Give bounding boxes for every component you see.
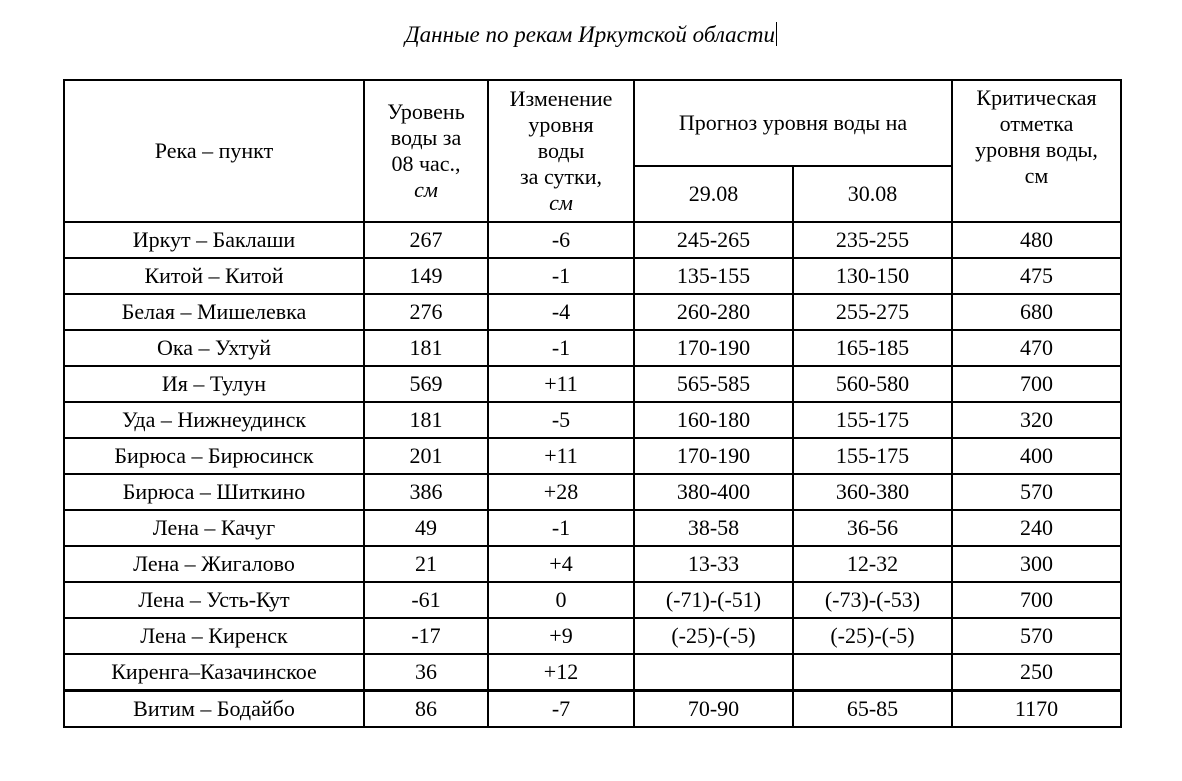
cell-f1: 380-400 bbox=[634, 474, 793, 510]
text-cursor bbox=[776, 22, 777, 46]
cell-f2: 155-175 bbox=[793, 438, 952, 474]
cell-f2: 36-56 bbox=[793, 510, 952, 546]
cell-change: -7 bbox=[488, 691, 634, 728]
cell-change: +11 bbox=[488, 366, 634, 402]
header-change-line4: за сутки, bbox=[519, 164, 602, 189]
cell-level: 181 bbox=[364, 330, 488, 366]
table-row bbox=[64, 330, 1121, 366]
header-change-line1: Изменение bbox=[509, 86, 613, 111]
cell-change: +11 bbox=[488, 438, 634, 474]
table-row bbox=[64, 258, 1121, 294]
cell-critical: 480 bbox=[952, 222, 1121, 258]
cell-f2: 130-150 bbox=[793, 258, 952, 294]
cell-river: Иркут – Баклаши bbox=[64, 222, 364, 258]
cell-river: Ия – Тулун bbox=[64, 366, 364, 402]
table-row bbox=[64, 691, 1121, 728]
table-row bbox=[64, 474, 1121, 510]
cell-critical: 700 bbox=[952, 366, 1121, 402]
cell-f2: 360-380 bbox=[793, 474, 952, 510]
cell-f1: 70-90 bbox=[634, 691, 793, 728]
header-change-line2: уровня bbox=[528, 112, 594, 137]
cell-f1: 245-265 bbox=[634, 222, 793, 258]
header-critical-line1: Критическая bbox=[976, 85, 1097, 110]
cell-critical: 680 bbox=[952, 294, 1121, 330]
cell-f1: 38-58 bbox=[634, 510, 793, 546]
cell-critical: 475 bbox=[952, 258, 1121, 294]
cell-level: 21 bbox=[364, 546, 488, 582]
cell-level: 181 bbox=[364, 402, 488, 438]
cell-level: 267 bbox=[364, 222, 488, 258]
cell-river: Бирюса – Шиткино bbox=[64, 474, 364, 510]
cell-f2: (-25)-(-5) bbox=[793, 618, 952, 654]
cell-critical: 250 bbox=[952, 654, 1121, 691]
cell-f2: (-73)-(-53) bbox=[793, 582, 952, 618]
cell-f1: 135-155 bbox=[634, 258, 793, 294]
cell-f1: 170-190 bbox=[634, 438, 793, 474]
cell-f2: 560-580 bbox=[793, 366, 952, 402]
cell-river: Лена – Качуг bbox=[64, 510, 364, 546]
cell-change: +4 bbox=[488, 546, 634, 582]
cell-change: -1 bbox=[488, 330, 634, 366]
header-level-line2: воды за bbox=[390, 125, 462, 150]
cell-river: Витим – Бодайбо bbox=[64, 691, 364, 728]
cell-change: -5 bbox=[488, 402, 634, 438]
cell-critical: 700 bbox=[952, 582, 1121, 618]
header-level-unit: см bbox=[414, 177, 438, 202]
cell-f1: (-71)-(-51) bbox=[634, 582, 793, 618]
cell-f1: 170-190 bbox=[634, 330, 793, 366]
cell-change: +28 bbox=[488, 474, 634, 510]
table-row bbox=[64, 618, 1121, 654]
cell-critical: 470 bbox=[952, 330, 1121, 366]
cell-critical: 570 bbox=[952, 474, 1121, 510]
table-row bbox=[64, 222, 1121, 258]
header-critical-line3: уровня воды, bbox=[975, 137, 1098, 162]
cell-critical: 320 bbox=[952, 402, 1121, 438]
cell-f2: 65-85 bbox=[793, 691, 952, 728]
cell-f2: 235-255 bbox=[793, 222, 952, 258]
cell-f2: 255-275 bbox=[793, 294, 952, 330]
cell-level: 201 bbox=[364, 438, 488, 474]
header-level-line1: Уровень bbox=[387, 99, 465, 124]
header-level-line3: 08 час., bbox=[391, 151, 461, 176]
cell-level: 49 bbox=[364, 510, 488, 546]
header-critical-unit: см bbox=[1024, 163, 1049, 188]
cell-change: -1 bbox=[488, 510, 634, 546]
cell-f1: (-25)-(-5) bbox=[634, 618, 793, 654]
cell-f1: 13-33 bbox=[634, 546, 793, 582]
header-level bbox=[364, 80, 488, 222]
cell-change: 0 bbox=[488, 582, 634, 618]
table-row bbox=[64, 510, 1121, 546]
table-row bbox=[64, 438, 1121, 474]
header-date-1: 29.08 bbox=[634, 166, 793, 222]
header-change bbox=[488, 80, 634, 222]
cell-river: Белая – Мишелевка bbox=[64, 294, 364, 330]
cell-river: Киренга–Казачинское bbox=[64, 654, 364, 691]
cell-level: 276 bbox=[364, 294, 488, 330]
cell-f2 bbox=[793, 654, 952, 691]
cell-change: -6 bbox=[488, 222, 634, 258]
cell-change: -1 bbox=[488, 258, 634, 294]
cell-level: 149 bbox=[364, 258, 488, 294]
cell-level: 569 bbox=[364, 366, 488, 402]
table-row bbox=[64, 546, 1121, 582]
cell-f1: 160-180 bbox=[634, 402, 793, 438]
cell-river: Бирюса – Бирюсинск bbox=[64, 438, 364, 474]
cell-river: Лена – Жигалово bbox=[64, 546, 364, 582]
cell-critical: 300 bbox=[952, 546, 1121, 582]
header-river: Река – пункт bbox=[64, 80, 364, 222]
table-row bbox=[64, 402, 1121, 438]
cell-river: Лена – Усть-Кут bbox=[64, 582, 364, 618]
table-row bbox=[64, 294, 1121, 330]
cell-level: 86 bbox=[364, 691, 488, 728]
document-title: Данные по рекам Иркутской области bbox=[405, 22, 775, 47]
table-row bbox=[64, 654, 1121, 691]
table-row bbox=[64, 582, 1121, 618]
cell-f2: 12-32 bbox=[793, 546, 952, 582]
cell-river: Уда – Нижнеудинск bbox=[64, 402, 364, 438]
cell-level: -61 bbox=[364, 582, 488, 618]
cell-f1: 260-280 bbox=[634, 294, 793, 330]
header-critical bbox=[952, 80, 1121, 222]
cell-f2: 155-175 bbox=[793, 402, 952, 438]
header-date-2: 30.08 bbox=[793, 166, 952, 222]
cell-critical: 1170 bbox=[952, 691, 1121, 728]
cell-change: +12 bbox=[488, 654, 634, 691]
cell-f1: 565-585 bbox=[634, 366, 793, 402]
header-change-unit: см bbox=[549, 190, 573, 215]
header-forecast: Прогноз уровня воды на bbox=[634, 80, 952, 166]
cell-river: Лена – Киренск bbox=[64, 618, 364, 654]
cell-river: Ока – Ухтуй bbox=[64, 330, 364, 366]
header-critical-line2: отметка bbox=[999, 111, 1074, 136]
cell-level: -17 bbox=[364, 618, 488, 654]
cell-river: Китой – Китой bbox=[64, 258, 364, 294]
cell-critical: 570 bbox=[952, 618, 1121, 654]
cell-change: -4 bbox=[488, 294, 634, 330]
cell-f1 bbox=[634, 654, 793, 691]
cell-f2: 165-185 bbox=[793, 330, 952, 366]
cell-critical: 400 bbox=[952, 438, 1121, 474]
cell-change: +9 bbox=[488, 618, 634, 654]
cell-critical: 240 bbox=[952, 510, 1121, 546]
rivers-table bbox=[63, 79, 1122, 728]
header-change-line3: воды bbox=[537, 138, 585, 163]
cell-level: 36 bbox=[364, 654, 488, 691]
table-row bbox=[64, 366, 1121, 402]
cell-level: 386 bbox=[364, 474, 488, 510]
